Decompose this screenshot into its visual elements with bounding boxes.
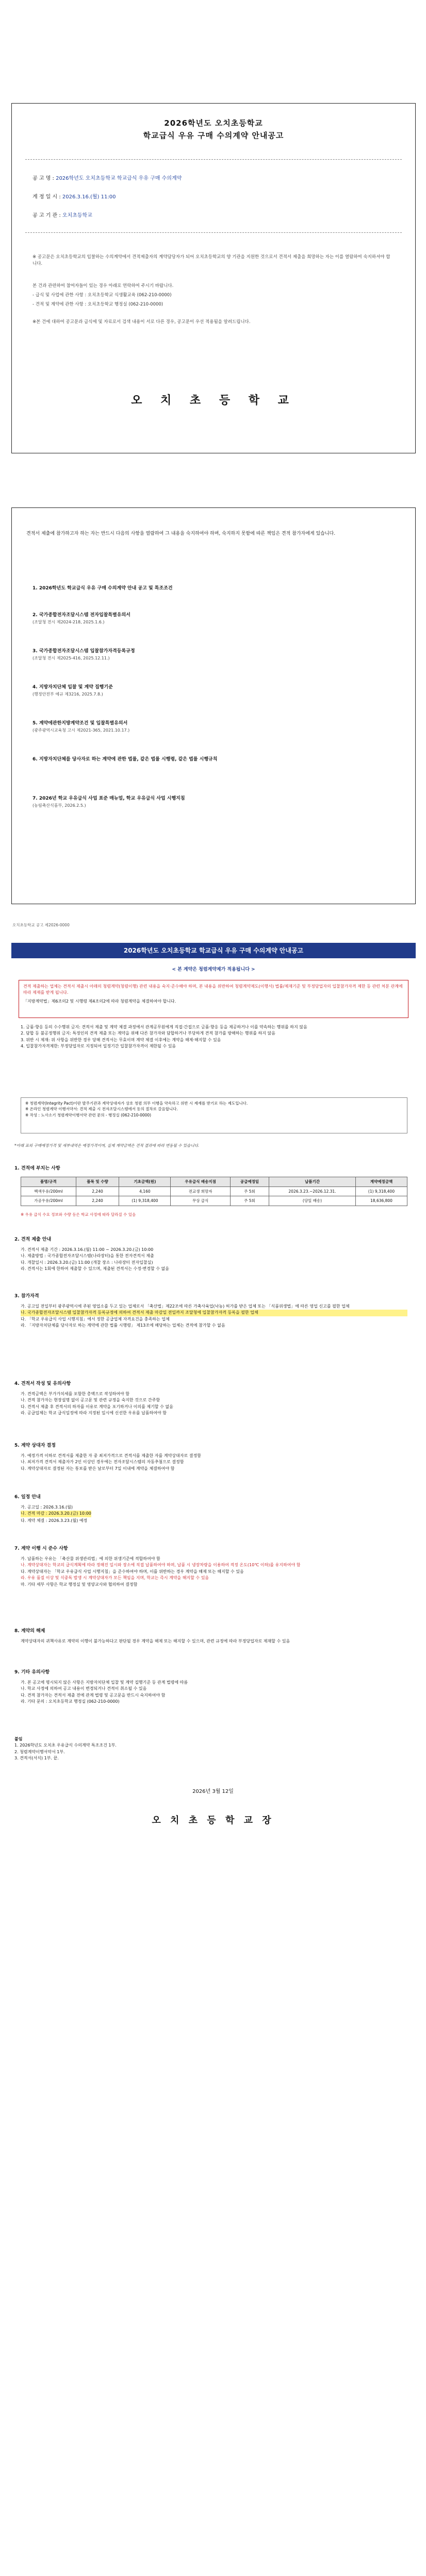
notice-note: ※본 건에 대하여 공고문과 급식에 및 자료로서 검색 내용이 서로 다른 경우, 공고문이 우선 적용됨을 알려드립니다. bbox=[32, 319, 251, 325]
notice-title: 2026학년도 오치초등학교 학교급식 우유 구매 수의계약 안내공고 bbox=[143, 118, 284, 140]
divider bbox=[25, 159, 402, 160]
section-title: 5. 계약 상대자 결정 bbox=[14, 1443, 56, 1448]
table-note: ※ 우유 급식 수요 정보와 수량 등은 학교 사정에 따라 달라질 수 있음 bbox=[21, 1212, 136, 1217]
list-item: 3. 국가종합전자조달시스템 입찰참가자격등록규정 (조달청 전시 제2025-416, 2025.12.11.) bbox=[32, 649, 135, 660]
price-table bbox=[21, 1177, 407, 1206]
section-title: 3. 참가자격 bbox=[14, 1294, 39, 1299]
intro-paragraph: 견적서 제출에 참가하고자 하는 자는 반드시 다음의 사항을 열람하여 그 내용을 숙지하여야 하며, 숙지하지 못함에 따른 책임은 견적 참가자에게 있습니다. bbox=[26, 531, 336, 536]
school-name: 오 치 초 등 학 교 bbox=[131, 394, 296, 407]
list-item: 7. 2026년 학교 우유급식 사업 표준 매뉴얼, 학교 우유급식 사업 시행지침 (농림축산식품부, 2026.2.5.) bbox=[32, 796, 185, 808]
table-row: 백색우유/200ml 2,240 4,160 전교생 희망자 주 5회 2026.3.23.~2026.12.31. (1) 9,318,400 bbox=[21, 1187, 407, 1196]
signature: 오 치 초 등 학 교 장 bbox=[152, 1815, 274, 1826]
section-title: 6. 일정 안내 bbox=[14, 1495, 41, 1500]
section-title: 8. 계약의 해제 bbox=[14, 1629, 45, 1634]
attachments: 붙임 1. 2026학년도 오치초 우유급식 수의계약 특조조건 1부. 2. 청렴계약이행서약서 1부. 3. 견적서(서식) 1부. 끝. bbox=[14, 1736, 406, 1762]
info-row-name: 공 고 명 : 2026학년도 오치초등학교 학교급식 우유 구매 수의계약 bbox=[32, 176, 182, 181]
section-body: 가. 본 공고에 명시되지 않은 사항은 지방자치단체 입찰 및 계약 집행기준 등 관계 법령에 따름 나. 학교 사정에 의하여 공고 내용이 변경되거나 견적이 취소될 수 있음 다. 견적 참가자는 견적서 제출 전에 관계 법령 및 공고문을 반드시 숙지하여야 함 라. 기타 문의 : 오치초등학교 행정실 (062-210-0000) bbox=[21, 1680, 188, 1704]
intro-card bbox=[11, 507, 416, 904]
section-title: 1. 견적에 부치는 사항 bbox=[14, 1166, 60, 1171]
attachment-item: 3. 견적서(서식) 1부. 끝. bbox=[14, 1756, 59, 1761]
section-title: 7. 계약 이행 시 준수 사항 bbox=[14, 1546, 68, 1551]
section-body: 가. 납품하는 우유는 「축산물 위생관리법」에 의한 위생기준에 적합하여야 함 나. 계약상대자는 학교의 급식계획에 따라 정해진 일시와 장소에 직접 납품하여야 하며, 납품 시 냉장차량을 이용하여 적정 온도(10℃ 이하)를 유지하여야 함 다. 계약상대자는 「학교 우유급식 사업 시행지침」을 준수하여야 하며, 이를 위반하는 경우 계약을 해제 또는 해지할 수 있음 라. 우유 품질 이상 및 식중독 발생 시 계약상대자가 모든 책임을 지며, 학교는 즉시 계약을 해지할 수 있음 마. 기타 세부 사항은 학교 행정실 및 영양교사와 협의하여 결정함 bbox=[21, 1556, 301, 1587]
list-item: 4. 지방자치단체 입찰 및 계약 집행기준 (행정안전부 예규 제3216, 2025.7.8.) bbox=[32, 685, 113, 697]
notice-card bbox=[11, 103, 416, 453]
notice-note: - 견적 및 계약에 관한 사항 : 오치초등학교 행정실 (062-210-0000) bbox=[32, 302, 163, 307]
reference-list bbox=[32, 585, 394, 826]
notice-note: 본 건과 관련하여 참여자들이 있는 경우 아래로 연락하여 주시기 바랍니다. bbox=[32, 283, 174, 289]
attachment-item: 1. 2026학년도 오치초 우유급식 수의계약 특조조건 1부. bbox=[14, 1743, 117, 1748]
section-body: 가. 예정가격 이하로 견적서를 제출한 자 중 최저가격으로 견적서를 제출한 자를 계약상대자로 결정함 나. 최저가격 견적서 제출자가 2인 이상인 경우에는 전자조달시스템의 자동추첨으로 결정함 다. 계약상대자로 결정된 자는 통보를 받은 날로부터 7일 이내에 계약을 체결하여야 함 bbox=[21, 1453, 201, 1471]
integrity-subtitle: < 본 계약은 청렴계약제가 적용됩니다 > bbox=[172, 967, 255, 972]
section-body: 가. 견적금액은 부가가치세를 포함한 총액으로 작성하여야 함 나. 견적 참가자는 현장설명 없이 공고문 및 관련 규정을 숙지한 것으로 간주함 다. 견적서 제출 후 견적서의 하자를 이유로 계약을 포기하거나 이의를 제기할 수 없음 라. 공급업체는 학교 급식일정에 따라 지정된 일시에 신선한 우유를 납품하여야 함 bbox=[21, 1392, 173, 1416]
info-row-date: 게 정 일 시 : 2026.3.16.(월) 11:00 bbox=[32, 194, 116, 200]
table-row: 가공우유/200ml 2,240 (1) 9,318,400 무상 급식 주 5회 (당일 배송) 18,636,800 bbox=[21, 1196, 407, 1206]
integrity-note-box: ※ 청렴계약(Integrity Pact)이란 발주기관과 계약상대자가 상호 청렴 의무 이행을 약속하고 위반 시 제재를 받기로 하는 제도입니다. ※ 온라인 청렴계약 이행서약서: 견적 제출 시 전자조달시스템에서 동의 절차로 갈음합니다. ※ 작성 : 노사소기 청렴계약이행서약 관련 문의 - 행정실 (062-210-0000) bbox=[21, 1097, 407, 1133]
list-item: 2. 국가종합전자조달시스템 전자입찰특별유의서 (조달청 전시 제2024-218, 2025.1.6.) bbox=[32, 613, 130, 624]
list-item: 2. 담합 등 불공정행위 금지: 특정인의 견적 제출 또는 계약을 위해 다른 참가자와 담합하거나 부당하게 견적 참가를 방해하는 행위를 하지 않음 bbox=[21, 1031, 275, 1036]
list-item: 1. 2026학년도 학교급식 우유 구매 수의계약 안내 공고 및 특조조건 bbox=[32, 586, 173, 591]
section-body: 가. 견적서 제출 기간 : 2026.3.16.(월) 11:00 ~ 2026.3.20.(금) 10:00 나. 제출방법 : 국가종합전자조달시스템(나라장터)을 통한 전자견적서 제출 다. 개찰일시 : 2026.3.20.(금) 11:00 (개찰 장소 : 나라장터 전자입찰실) 라. 견적서는 1회에 한하여 제출할 수 있으며, 제출된 견적서는 수정·변경할 수 없음 bbox=[21, 1247, 169, 1272]
notice-date: 2026년 3월 12일 bbox=[192, 1789, 234, 1794]
reference-number: 오치초등학교 공고 제2026-0000 bbox=[12, 923, 70, 927]
info-row-agency: 공 고 기 관 : 오치초등학교 bbox=[32, 213, 92, 218]
main-banner: 2026학년도 오치초등학교 학교급식 우유 구매 수의계약 안내공고 bbox=[11, 943, 416, 958]
section-title: 2. 견적 제출 안내 bbox=[14, 1237, 52, 1242]
divider bbox=[25, 232, 402, 233]
list-item: 1. 금품·향응 등의 수수행위 금지: 견적서 제출 및 계약 체결 과정에서 관계공무원에게 직접·간접으로 금품·향응 등을 제공하거나 이를 약속하는 행위를 하지 않음 bbox=[21, 1025, 307, 1029]
section-body: 계약상대자의 귀책사유로 계약의 이행이 불가능하다고 판단될 경우 계약을 해제 또는 해지할 수 있으며, 관련 규정에 따라 부정당업자로 제재할 수 있음 bbox=[21, 1639, 290, 1643]
notice-note: ※ 공고문은 오치초등학교의 입찰하는 수의계약에서 견적제출자의 계약담당자가 되어 오치초등학교의 양 기관을 지원한 것으로서 견적서 제출을 희망하는 자는 이를 열람하여 숙지하셔야 합니다. bbox=[32, 255, 390, 267]
notice-note: - 급식 및 사업에 관한 사항 : 오치초등학교 식생활교육 (062-210-0000) bbox=[32, 293, 172, 298]
section-body: 가. 공고일 : 2026.3.16.(월) 나. 견적 마감 : 2026.3.20.(금) 10:00 다. 계약 체결 : 2026.3.23.(월) 예정 bbox=[21, 1505, 91, 1523]
attachment-item: 2. 청렴계약이행서약서 1부. bbox=[14, 1749, 65, 1754]
table-header-row: 품명/규격 품목 및 수량 기초금액(원) 우유급식 배송지점 공급예정일 납품기간 계약예정금액 bbox=[21, 1177, 407, 1187]
section-title: 4. 견적서 작성 및 유의사항 bbox=[14, 1381, 71, 1386]
table-intro-note: *아래 표의 구매예정가격 및 세부내역은 예정가격이며, 실제 계약금액은 견적 결과에 따라 변동될 수 있습니다. bbox=[14, 1143, 200, 1148]
list-item: 4. 입찰참가자격제한: 부정당업자로 지정되어 일정기간 입찰참가자격이 제한될 수 있음 bbox=[21, 1044, 176, 1049]
integrity-warning-box: 견적 제출하는 업체는 견적서 제출시 아래의 청렴계약(청렴이행) 관련 내용을 숙지·준수해야 하며, 본 내용을 위반하여 청렴계약제도(이행서) 법률/제재기준 및 부정당업자의 입찰참가자격 제한 등 관련 처분 관계에 따라 제재를 받게 됩니다. 「지방계약법」제6조의2 및 시행령 제4조의2에 따라 청렴계약을 체결하여야 합니다. bbox=[19, 980, 408, 1018]
section-title: 9. 기타 유의사항 bbox=[14, 1670, 50, 1675]
section-body: 가. 공고일 전일부터 광주광역시에 주된 영업소를 두고 있는 업체로서 「축산법」제22조에 따른 가축사육업(낙농) 허가를 받은 업체 또는 「식품위생법」에 따른 영업 신고를 필한 업체 나. 국가종합전자조달시스템 입찰참가자격 등록규정에 의하여 견적서 제출 마감일 전일까지 조달청에 입찰참가자격 등록을 필한 업체 다. 「학교 우유급식 사업 시행지침」에서 정한 공급업체 자격요건을 충족하는 업체 라. 「지방자치단체를 당사자로 하는 계약에 관한 법률 시행령」 제13조에 해당하는 업체는 견적에 참가할 수 없음 bbox=[21, 1303, 407, 1329]
list-item: 3. 위반 시 제재: 위 사항을 위반한 경우 당해 견적서는 무효이며 계약 체결 이후에는 계약을 해제·해지할 수 있음 bbox=[21, 1037, 221, 1042]
integrity-list bbox=[21, 1024, 407, 1050]
list-item: 6. 지방자치단체를 당사자로 하는 계약에 관한 법률, 같은 법률 시행령, 같은 법률 시행규칙 bbox=[32, 757, 218, 762]
list-item: 5. 계약에관한지방계약조건 및 입찰특별유의서 (광주광역시교육청 고시 제2021-365, 2021.10.17.) bbox=[32, 721, 130, 733]
